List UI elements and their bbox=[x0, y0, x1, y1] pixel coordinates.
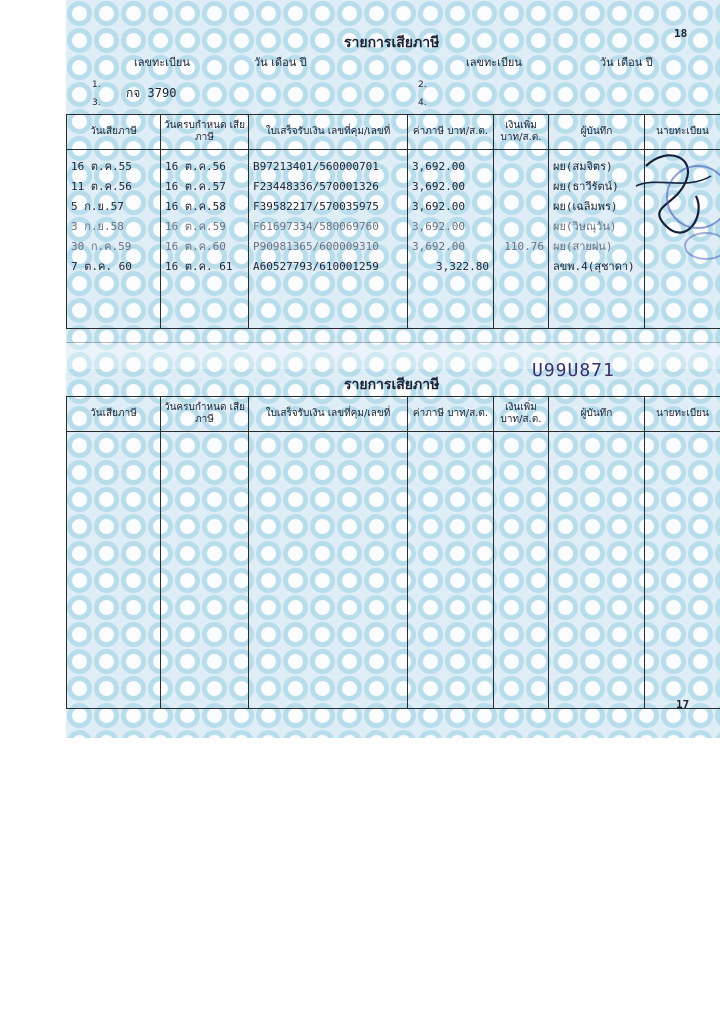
empty-cell bbox=[549, 593, 645, 616]
table-row bbox=[67, 478, 720, 501]
empty-cell bbox=[67, 685, 161, 709]
empty-cell bbox=[161, 639, 249, 662]
empty-cell bbox=[408, 432, 494, 456]
empty-cell bbox=[161, 524, 249, 547]
tax-cell: 3,322.80 bbox=[408, 256, 494, 276]
empty-cell bbox=[249, 455, 408, 478]
paid-date-cell: 11 ต.ค.56 bbox=[67, 176, 161, 196]
surcharge-cell bbox=[494, 256, 549, 276]
empty-cell bbox=[494, 432, 549, 456]
paid-date-cell: 30 ก.ค.59 bbox=[67, 236, 161, 256]
recorder-cell: ผย(ธาวีรัตน์) bbox=[549, 176, 645, 196]
paid-date-cell: 16 ต.ค.55 bbox=[67, 150, 161, 177]
date-label-left: วัน เดือน ปี bbox=[254, 56, 307, 69]
tax-table-bottom bbox=[66, 396, 720, 709]
reg-line-no: 2. bbox=[418, 80, 427, 90]
table-row bbox=[67, 150, 720, 177]
surcharge-cell bbox=[494, 150, 549, 177]
table-row bbox=[67, 455, 720, 478]
paid-date-cell: 3 ก.ย.58 bbox=[67, 216, 161, 236]
due-date-cell: 16 ต.ค.58 bbox=[161, 196, 249, 216]
section-divider bbox=[66, 342, 720, 369]
table-row bbox=[67, 302, 720, 328]
table-row bbox=[67, 570, 720, 593]
empty-cell bbox=[645, 616, 720, 639]
table-row bbox=[67, 616, 720, 639]
empty-cell bbox=[408, 570, 494, 593]
reg-label-right: เลขทะเบียน bbox=[466, 56, 522, 69]
table-row bbox=[67, 236, 720, 256]
table-row bbox=[67, 176, 720, 196]
empty-cell bbox=[161, 547, 249, 570]
empty-cell bbox=[408, 524, 494, 547]
tax-table-top bbox=[66, 114, 720, 329]
header-due-date: วันครบกำหนด เสียภาษี bbox=[161, 115, 249, 150]
top-section bbox=[66, 0, 720, 342]
empty-cell bbox=[494, 616, 549, 639]
due-date-cell: 16 ต.ค.59 bbox=[161, 216, 249, 236]
header-receipt: ใบเสร็จรับเงิน เลขที่คุม/เลขที่ bbox=[249, 115, 408, 150]
header-recorder: ผู้บันทึก bbox=[549, 115, 645, 150]
empty-cell bbox=[161, 662, 249, 685]
empty-cell bbox=[408, 455, 494, 478]
reg-line-no: 1. bbox=[92, 80, 101, 90]
empty-cell bbox=[67, 478, 161, 501]
receipt-cell: P90981365/600009310 bbox=[249, 236, 408, 256]
tax-record-sheet bbox=[66, 0, 720, 738]
empty-cell bbox=[494, 593, 549, 616]
table-row bbox=[67, 662, 720, 685]
date-label-right: วัน เดือน ปี bbox=[600, 56, 653, 69]
empty-cell bbox=[249, 639, 408, 662]
table-header-row bbox=[67, 397, 720, 432]
empty-cell bbox=[549, 455, 645, 478]
page-number-right: 17 bbox=[676, 698, 690, 711]
empty-cell bbox=[408, 501, 494, 524]
empty-cell bbox=[645, 593, 720, 616]
empty-cell bbox=[645, 432, 720, 456]
tax-cell: 3,692.00 bbox=[408, 176, 494, 196]
table-header-row bbox=[67, 115, 720, 150]
receipt-cell: A60527793/610001259 bbox=[249, 256, 408, 276]
recorder-cell: ผย(วิษณุวัน) bbox=[549, 216, 645, 236]
empty-cell bbox=[645, 478, 720, 501]
recorder-cell: ผย(เฉลิมพร) bbox=[549, 196, 645, 216]
empty-cell bbox=[161, 593, 249, 616]
reg-line-no: 3. bbox=[92, 98, 101, 108]
empty-cell bbox=[249, 616, 408, 639]
official-stamp bbox=[684, 232, 720, 260]
header-paid-date: วันเสียภาษี bbox=[67, 115, 161, 150]
table-row bbox=[67, 256, 720, 276]
receipt-cell: F23448336/570001326 bbox=[249, 176, 408, 196]
empty-cell bbox=[67, 547, 161, 570]
empty-cell bbox=[549, 662, 645, 685]
empty-cell bbox=[494, 639, 549, 662]
receipt-cell: B97213401/560000701 bbox=[249, 150, 408, 177]
empty-cell bbox=[494, 662, 549, 685]
empty-cell bbox=[161, 570, 249, 593]
header-paid-date: วันเสียภาษี bbox=[67, 397, 161, 432]
empty-cell bbox=[549, 432, 645, 456]
empty-cell bbox=[67, 570, 161, 593]
empty-cell bbox=[408, 662, 494, 685]
empty-cell bbox=[645, 501, 720, 524]
empty-cell bbox=[161, 432, 249, 456]
recorder-cell: ผย(สมจิตร) bbox=[549, 150, 645, 177]
empty-cell bbox=[249, 685, 408, 709]
empty-cell bbox=[408, 639, 494, 662]
empty-cell bbox=[249, 547, 408, 570]
empty-cell bbox=[249, 478, 408, 501]
empty-cell bbox=[408, 593, 494, 616]
empty-cell bbox=[67, 455, 161, 478]
empty-cell bbox=[645, 639, 720, 662]
table-row bbox=[67, 501, 720, 524]
table-row bbox=[67, 547, 720, 570]
empty-cell bbox=[549, 685, 645, 709]
empty-cell bbox=[549, 478, 645, 501]
empty-cell bbox=[549, 547, 645, 570]
recorder-cell: ผย(สายฝน) bbox=[549, 236, 645, 256]
due-date-cell: 16 ต.ค. 61 bbox=[161, 256, 249, 276]
surcharge-cell bbox=[494, 216, 549, 236]
page-number-left: 18 bbox=[674, 27, 688, 40]
header-surcharge: เงินเพิ่ม บาท/ส.ต. bbox=[494, 115, 549, 150]
empty-cell bbox=[549, 570, 645, 593]
section-title-bottom: รายการเสียภาษี bbox=[344, 377, 440, 393]
reg-line-no: 4. bbox=[418, 98, 427, 108]
empty-cell bbox=[67, 501, 161, 524]
header-receipt: ใบเสร็จรับเงิน เลขที่คุม/เลขที่ bbox=[249, 397, 408, 432]
empty-cell bbox=[549, 639, 645, 662]
table-row bbox=[67, 432, 720, 456]
empty-cell bbox=[408, 478, 494, 501]
receipt-cell: F39582217/570035975 bbox=[249, 196, 408, 216]
empty-cell bbox=[645, 455, 720, 478]
table-row bbox=[67, 685, 720, 709]
empty-cell bbox=[67, 432, 161, 456]
empty-cell bbox=[494, 501, 549, 524]
empty-cell bbox=[408, 685, 494, 709]
due-date-cell: 16 ต.ค.57 bbox=[161, 176, 249, 196]
empty-cell bbox=[549, 616, 645, 639]
empty-cell bbox=[645, 662, 720, 685]
empty-cell bbox=[408, 547, 494, 570]
bottom-section bbox=[66, 360, 720, 711]
recorder-cell: ลขพ.4(สุชาดา) bbox=[549, 256, 645, 276]
empty-cell bbox=[408, 616, 494, 639]
paid-date-cell: 7 ต.ค. 60 bbox=[67, 256, 161, 276]
empty-cell bbox=[645, 547, 720, 570]
surcharge-cell bbox=[494, 176, 549, 196]
tax-cell: 3,692.00 bbox=[408, 216, 494, 236]
empty-cell bbox=[494, 478, 549, 501]
reg-label-left: เลขทะเบียน bbox=[134, 56, 190, 69]
due-date-cell: 16 ต.ค.60 bbox=[161, 236, 249, 256]
table-row bbox=[67, 524, 720, 547]
empty-cell bbox=[161, 685, 249, 709]
serial-stamp: U99U871 bbox=[532, 360, 615, 381]
header-recorder: ผู้บันทึก bbox=[549, 397, 645, 432]
empty-cell bbox=[645, 524, 720, 547]
header-surcharge: เงินเพิ่ม บาท/ส.ต. bbox=[494, 397, 549, 432]
due-date-cell: 16 ต.ค.56 bbox=[161, 150, 249, 177]
empty-cell bbox=[249, 524, 408, 547]
empty-cell bbox=[161, 616, 249, 639]
empty-cell bbox=[494, 455, 549, 478]
header-registrar: นายทะเบียน bbox=[645, 397, 720, 432]
empty-cell bbox=[161, 501, 249, 524]
header-due-date: วันครบกำหนด เสียภาษี bbox=[161, 397, 249, 432]
empty-cell bbox=[494, 547, 549, 570]
empty-cell bbox=[494, 524, 549, 547]
empty-cell bbox=[645, 570, 720, 593]
empty-cell bbox=[549, 524, 645, 547]
tax-cell: 3,692.00 bbox=[408, 196, 494, 216]
surcharge-cell: 110.76 bbox=[494, 236, 549, 256]
header-tax: ค่าภาษี บาท/ส.ต. bbox=[408, 397, 494, 432]
empty-cell bbox=[494, 685, 549, 709]
empty-cell bbox=[549, 501, 645, 524]
header-registrar: นายทะเบียน bbox=[645, 115, 720, 150]
tax-cell: 3,692.00 bbox=[408, 236, 494, 256]
section-title-top: รายการเสียภาษี bbox=[344, 35, 440, 51]
empty-cell bbox=[67, 662, 161, 685]
table-row bbox=[67, 276, 720, 302]
header-tax: ค่าภาษี บาท/ส.ต. bbox=[408, 115, 494, 150]
empty-cell bbox=[249, 593, 408, 616]
empty-cell bbox=[249, 501, 408, 524]
tax-cell: 3,692.00 bbox=[408, 150, 494, 177]
empty-cell bbox=[161, 455, 249, 478]
table-row bbox=[67, 639, 720, 662]
empty-cell bbox=[67, 524, 161, 547]
empty-cell bbox=[67, 639, 161, 662]
empty-cell bbox=[494, 570, 549, 593]
table-row bbox=[67, 216, 720, 236]
surcharge-cell bbox=[494, 196, 549, 216]
receipt-cell: F61697334/580069760 bbox=[249, 216, 408, 236]
table-row bbox=[67, 196, 720, 216]
empty-cell bbox=[249, 662, 408, 685]
paid-date-cell: 5 ก.ย.57 bbox=[67, 196, 161, 216]
empty-cell bbox=[249, 570, 408, 593]
empty-cell bbox=[67, 593, 161, 616]
reg-line-value: กจ 3790 bbox=[126, 86, 177, 100]
empty-cell bbox=[249, 432, 408, 456]
empty-cell bbox=[67, 616, 161, 639]
table-row bbox=[67, 593, 720, 616]
empty-cell bbox=[161, 478, 249, 501]
